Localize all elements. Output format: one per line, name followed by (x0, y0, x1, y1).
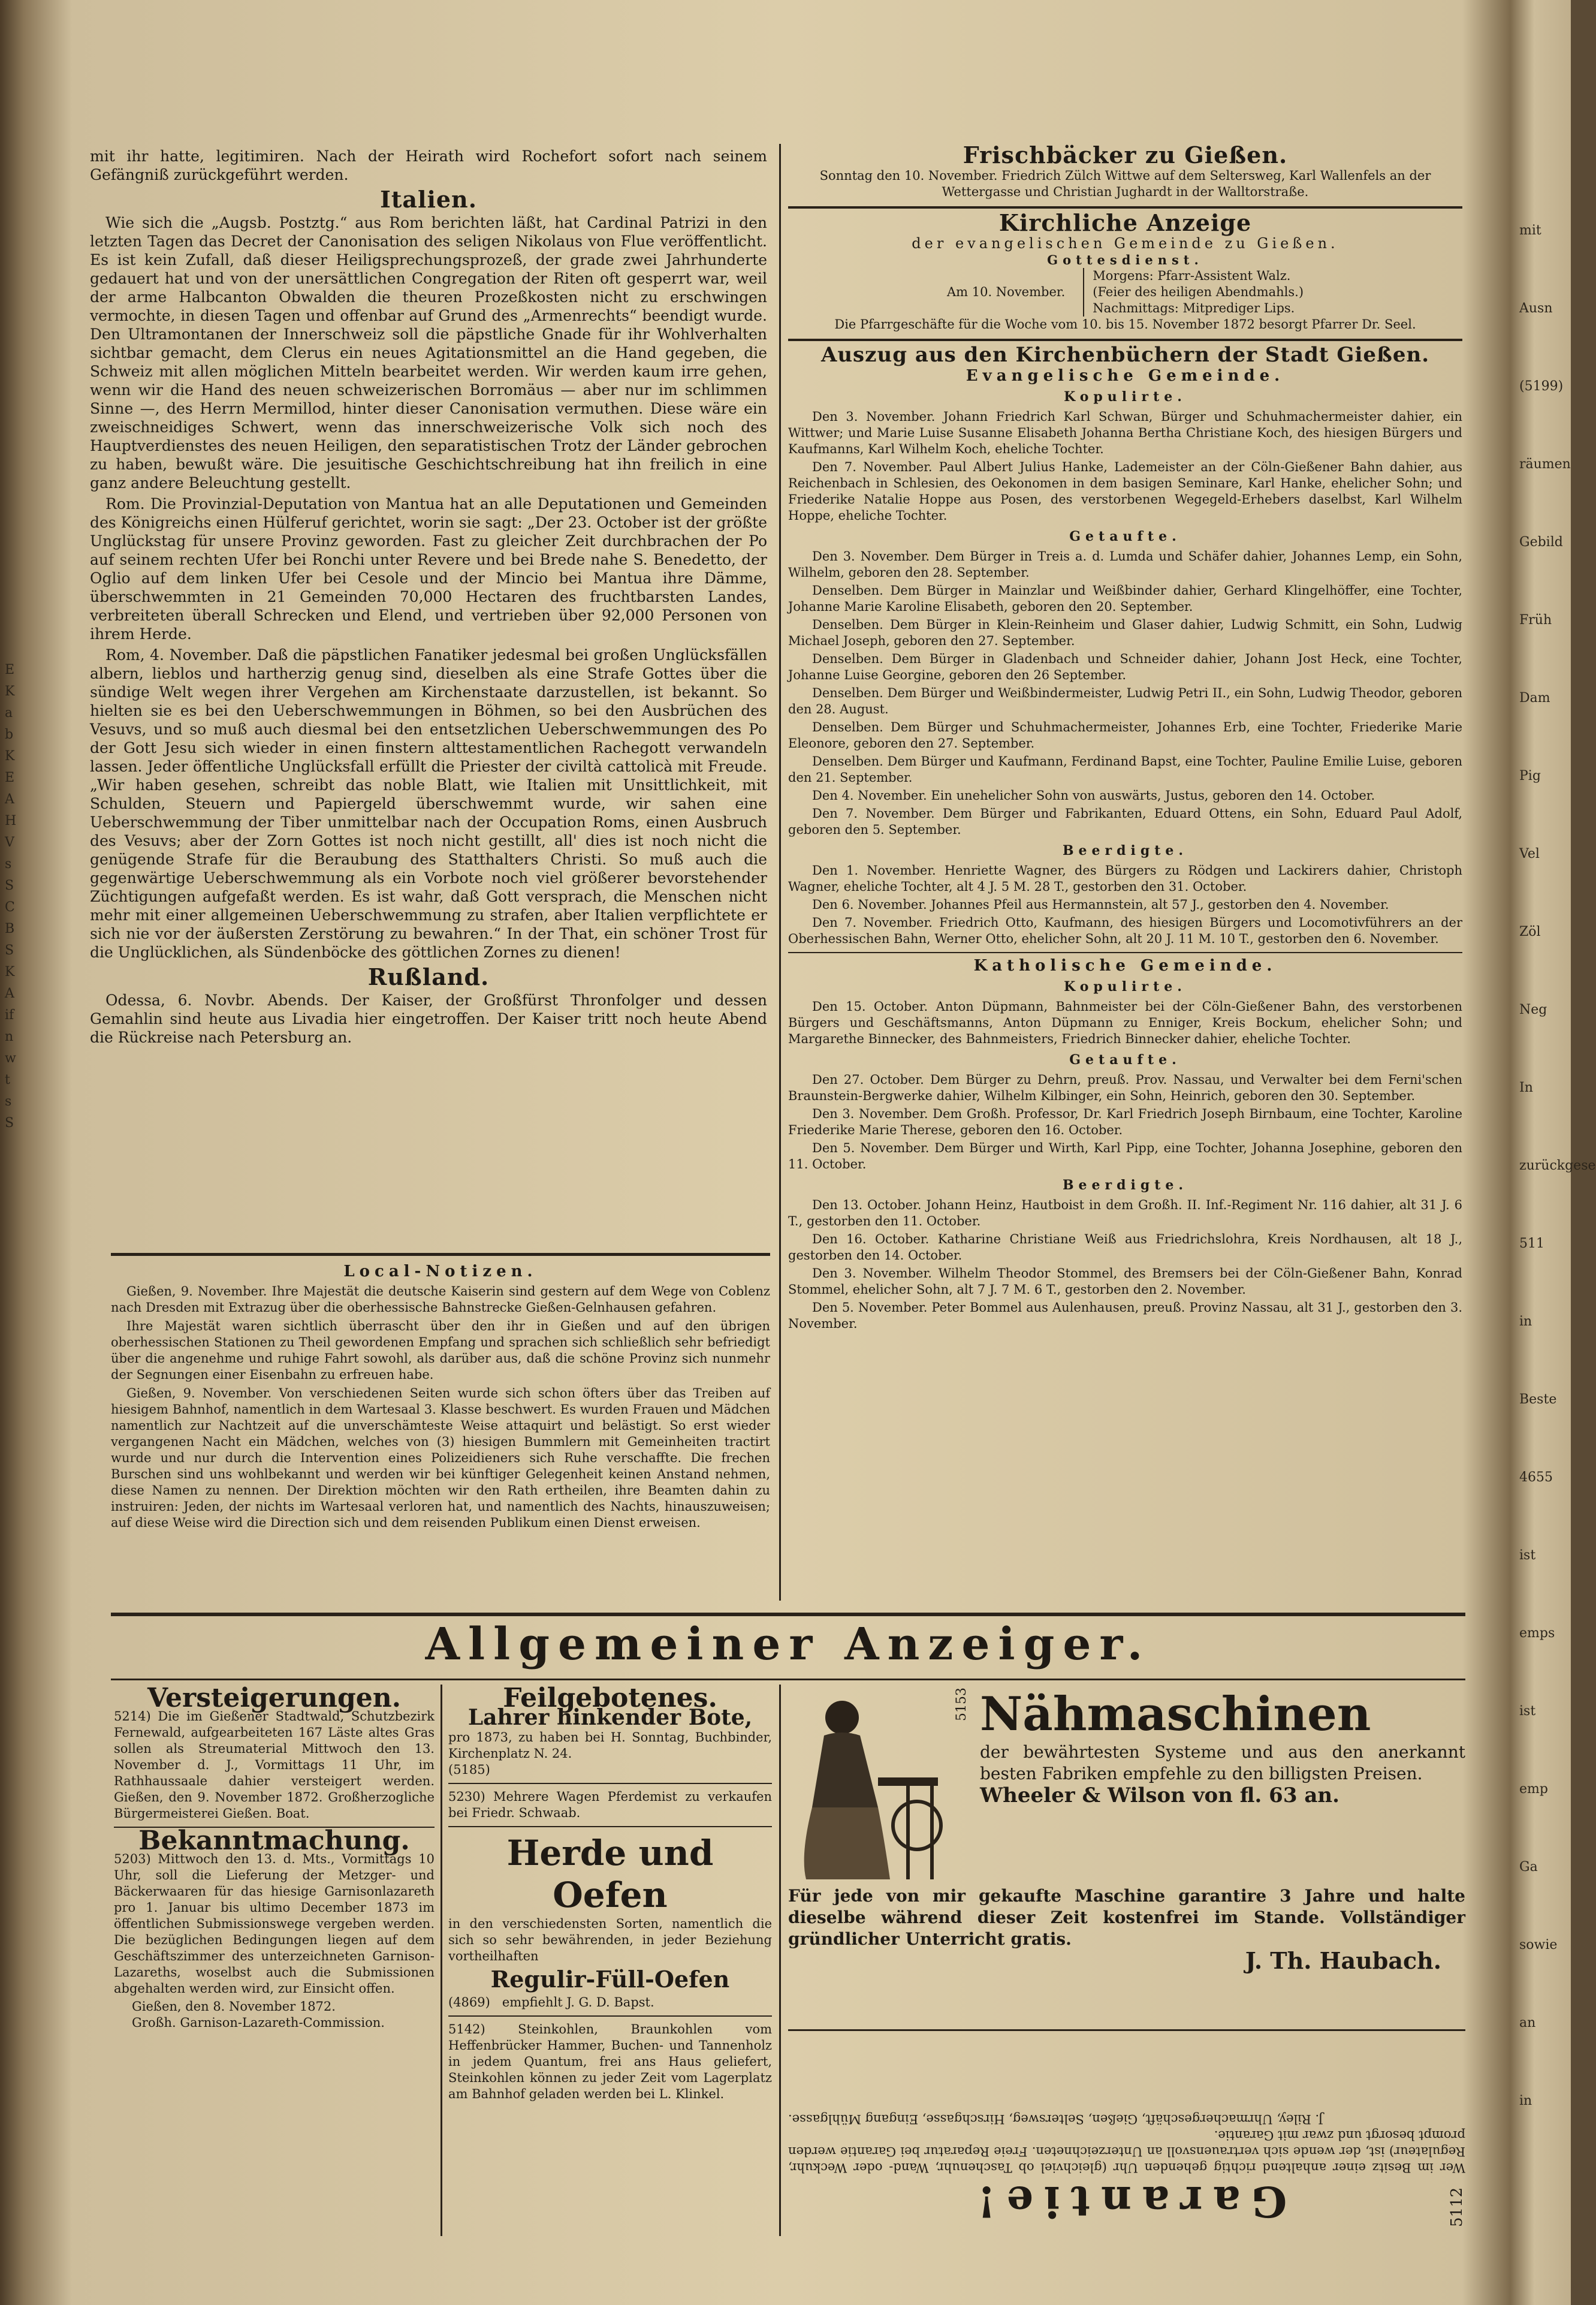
register-entry: Denselben. Dem Bürger in Gladenbach und Schneider dahier, Johann Jost Heck, eine Tochter, Johanne Luise Georgine, geboren den 26 September. (788, 652, 1462, 682)
edge-fragment: B (5, 921, 15, 936)
gottesdienst-schedule (788, 268, 1462, 317)
sewing-woman-illustration (788, 1688, 944, 1885)
edge-fragment: E (5, 770, 15, 785)
edge-fragment: in (1519, 1314, 1532, 1329)
edge-fragment: Ausn (1519, 301, 1553, 316)
ad-divider (441, 1685, 442, 2236)
edge-fragment: s (5, 857, 12, 872)
edge-fragment: zurückgese (1519, 1158, 1596, 1173)
divider (448, 1826, 772, 1827)
garantie-ad (788, 2035, 1465, 2227)
frischbaecker-heading: Frischbäcker zu Gießen. (963, 141, 1288, 168)
divider (788, 952, 1462, 953)
register-entry: Den 1. November. Henriette Wagner, des Bürgers zu Rödgen und Lackirers dahier, Christoph Wagner, eheliche Tochter, alt 4 J. 5 M. 28 T., gestorben den 31. October. (788, 863, 1462, 894)
edge-fragment: K (5, 684, 15, 699)
local-notizen-heading: Local-Notizen. (343, 1263, 538, 1280)
russland-paragraph: Odessa, 6. Novbr. Abends. Der Kaiser, der Großfürst Thronfolger und dessen Gemahlin sind heute aus Livadia hier eingetroffen. Der Kaiser tritt noch heute Abend die Rückreise nach Petersburg an. (90, 992, 767, 1046)
right-page-edge (1519, 192, 1596, 2140)
register-entry: Denselben. Dem Bürger und Schuhmachermeister, Johannes Erb, eine Tochter, Friederike Marie Eleonore, geboren den 27. September. (788, 720, 1462, 751)
russland-heading: Rußland. (367, 963, 490, 990)
edge-fragment: Dam (1519, 691, 1550, 706)
ad-number: 5112 (1448, 2187, 1466, 2227)
steinkohlen-ad: 5142) Steinkohlen, Braunkohlen vom Heffenbrücker Hammer, Buchen- und Tannenholz in jedem Quantum, frei ans Haus geliefert, Steinkohlen können zu jeder Zeit vom Lagerplatz am Bahnhof geladen werden bei L. Klinkel. (448, 2022, 772, 2101)
divider (788, 2029, 1465, 2031)
anzeiger-sub-rule (111, 1679, 1465, 1680)
register-entry: Den 13. October. Johann Heinz, Hautboist in dem Großh. II. Inf.-Regiment Nr. 116 dahier, alt 31 J. 6 T., gestorben den 11. October. (788, 1198, 1462, 1228)
getaufte-heading: Getaufte. (1069, 529, 1181, 544)
edge-fragment: t (5, 1072, 10, 1087)
bekanntmachung-date: Gießen, den 8. November 1872. (132, 1999, 336, 2014)
right-column (788, 141, 1462, 1334)
italien-paragraph: Wie sich die „Augsb. Postztg.“ aus Rom berichten läßt, hat Cardinal Patrizi in den letzten Tagen das Decret der Canonisation des seligen Nikolaus von Flue veröffentlicht. Es ist kein Zufall, daß dieser Heiligsprechungsprozeß, der grade zwei Jahrhunderte gedauert hat und von der unersättlichen Congregation der Riten oft gesperrt war, weil der arme Halbcanton Obwalden die theuren Prozeßkosten nicht zu erschwingen vermochte, in diesen Tagen und offenbar auf Grund des „Armenrechts“ beendigt wurde. Den Ultramontanen der Innerschweiz soll die päpstliche Gnade für ihr Wohlverhalten sichtbar gemacht, dem Clerus ein neues Agitationsmittel an die Hand gegeben, die Schweiz mit allen möglichen Mitteln bearbeitet werden. Wir werden kaum irre gehen, wenn wir die Hand des neuen schweizerischen Borromäus — aber nur im schlimmen Sinne —, des Herrn Mermillod, hinter dieser Canonisation vermuthen. Diese wäre ein zweischneidiges Schwert, wenn das innerschweizerische Volk sich noch des Hauptverdienstes des neuen Heiligen, den separatistischen Trotz der Länder gebrochen zu haben, bewußt wäre. Die jesuitische Geschichtschreibung hat ihn freilich in eine ganz andere Beleuchtung gestellt. (90, 214, 767, 492)
service-note: (Feier des heiligen Abendmahls.) (1093, 285, 1304, 299)
edge-fragment: if (5, 1008, 14, 1023)
evangelische-gemeinde-heading: Evangelische Gemeinde. (966, 367, 1285, 385)
naehmaschinen-text: der bewährtesten Systeme und aus den anerkannt besten Fabriken empfehle zu den billigsten Preisen. (980, 1742, 1465, 1783)
register-entry: Den 3. November. Wilhelm Theodor Stommel, des Bremsers bei der Cöln-Gießener Bahn, Konrad Stommel, ehelicher Sohn, alt 7 J. 7 M. 6 T., gestorben den 2. November. (788, 1266, 1462, 1297)
register-entry: Den 3. November. Dem Großh. Professor, Dr. Karl Friedrich Joseph Birnbaum, eine Tochter, Karoline Friederike Marie Therese, geboren den 16. October. (788, 1107, 1462, 1137)
service-afternoon: Nachmittags: Mitprediger Lips. (1093, 301, 1295, 315)
local-paragraph: Gießen, 9. November. Ihre Majestät die deutsche Kaiserin sind gestern auf dem Wege von Coblenz nach Dresden mit Extrazug über die oberhessische Bahnstrecke Gießen-Gelnhausen gefahren. (111, 1284, 770, 1315)
edge-fragment: n (5, 1029, 14, 1044)
divider (788, 339, 1462, 341)
beerdigte-heading: Beerdigte. (1062, 843, 1188, 858)
intro-text: mit ihr hatte, legitimiren. Nach der Heirath wird Rochefort sofort nach seinem Gefängniß zurückgeführt werden. (90, 147, 767, 183)
edge-fragment: Neg (1519, 1002, 1547, 1017)
lahrer-bote-heading: Lahrer hinkender Bote, (467, 1705, 753, 1730)
edge-fragment: H (5, 813, 17, 828)
edge-fragment: räumen (1519, 457, 1571, 472)
ads-column-1 (114, 1683, 435, 2031)
left-column (90, 147, 767, 1049)
register-entry: Denselben. Dem Bürger in Mainzlar und Weißbinder dahier, Gerhard Klingelhöffer, eine Tochter, Johanne Marie Karoline Elisabeth, geboren den 20. September. (788, 583, 1462, 614)
gottesdienst-label: Gottesdienst. (1047, 252, 1203, 267)
edge-fragment: In (1519, 1080, 1533, 1095)
register-entry: Den 4. November. Ein unehelicher Sohn von auswärts, Justus, geboren den 14. October. (812, 788, 1375, 803)
regulir-vendor: empfiehlt J. G. D. Bapst. (502, 1995, 654, 2009)
register-entry: Den 6. November. Johannes Pfeil aus Hermannstein, alt 57 J., gestorben den 4. November. (812, 897, 1389, 912)
edge-fragment: emp (1519, 1782, 1548, 1797)
divider (788, 206, 1462, 209)
register-entry: Den 7. November. Dem Bürger und Fabrikanten, Eduard Ottens, ein Sohn, Eduard Paul Adolf, geboren den 5. September. (788, 806, 1462, 837)
register-entry: Denselben. Dem Bürger und Weißbindermeister, Ludwig Petri II., ein Sohn, Ludwig Theodor, geboren den 28. August. (788, 686, 1462, 716)
edge-fragment: emps (1519, 1626, 1555, 1641)
register-entry: Den 5. November. Dem Bürger und Wirth, Karl Pipp, eine Tochter, Johanna Josephine, geboren den 11. October. (788, 1141, 1462, 1171)
local-paragraph: Gießen, 9. November. Von verschiedenen Seiten wurde sich schon öfters über das Treiben auf hiesigem Bahnhof, namentlich in dem Wartesaal 3. Klasse beschwert. Es wurden Frauen und Mädchen namentlich zur Nachtzeit auf die unverschämteste Weise attaquirt und belästigt. So erst wieder vergangenen Nacht ein Mädchen, welches von (3) hiesigen Bummlern mit Gemeinheiten tractirt wurde und nur durch die Intervention eines Polizeidieners sich Ruhe verschaffte. Die frechen Burschen sind uns wohlbekannt und werden wir bei künftiger Gelegenheit keinen Anstand nehmen, diese Namen zu nennen. Der Direktion möchten wir den Rath ertheilen, ihre Beamten dahin zu instruiren: Jeden, der nichts im Wartesaal verloren hat, und namentlich des Nachts, hinauszuweisen; auf diese Weise wird die Direction sich und dem reisenden Publikum einen Dienst erweisen. (111, 1386, 770, 1530)
ad-number: (4869) (448, 1995, 490, 2009)
edge-fragment: an (1519, 2015, 1536, 2030)
naehmaschinen-ad (788, 1688, 1465, 1972)
edge-fragment: V (5, 835, 14, 850)
edge-fragment: Pig (1519, 769, 1541, 784)
ad-divider (779, 1685, 781, 2236)
edge-fragment: Gebild (1519, 535, 1563, 550)
naehmaschinen-signature: J. Th. Haubach. (1245, 1947, 1441, 1974)
edge-fragment: ist (1519, 1704, 1536, 1719)
naehmaschinen-text-block (980, 1688, 1465, 1806)
edge-fragment: S (5, 943, 14, 958)
naehmaschinen-heading: Nähmaschinen (980, 1687, 1371, 1741)
edge-fragment: 511 (1519, 1236, 1544, 1251)
anzeiger-title: Allgemeiner Anzeiger. (425, 1619, 1151, 1670)
edge-fragment: E (5, 662, 15, 677)
naehmaschinen-guarantee: Für jede von mir gekaufte Maschine garantire 3 Jahre und halte dieselbe während dieser Zeit kostenfrei im Stande. Vollständiger gründlicher Unterricht gratis. (788, 1886, 1465, 1949)
edge-fragment: K (5, 965, 15, 980)
edge-fragment: in (1519, 2093, 1532, 2108)
pferdemist-ad: 5230) Mehrere Wagen Pferdemist zu verkaufen bei Friedr. Schwaab. (448, 1789, 772, 1820)
service-date: Am 10. November. (946, 285, 1066, 299)
edge-fragment: A (5, 792, 14, 807)
edge-fragment: w (5, 1051, 16, 1066)
ads-column-2 (448, 1683, 772, 2102)
edge-fragment: sowie (1519, 1938, 1558, 1953)
edge-fragment: ist (1519, 1548, 1536, 1563)
edge-fragment: Ga (1519, 1860, 1538, 1875)
edge-fragment: 4655 (1519, 1470, 1553, 1485)
anzeiger-top-rule (111, 1613, 1465, 1616)
edge-fragment: Beste (1519, 1392, 1557, 1407)
edge-fragment: K (5, 749, 15, 764)
edge-fragment: C (5, 900, 15, 915)
italien-heading: Italien. (380, 186, 477, 213)
register-entry: Den 16. October. Katharine Christiane Weiß aus Friedrichslohra, Kreis Nordhausen, alt 18 J., gestorben den 14. October. (788, 1232, 1462, 1263)
edge-fragment: Früh (1519, 613, 1552, 628)
bekanntmachung-text: 5203) Mittwoch den 13. d. Mts., Vormittags 10 Uhr, soll die Lieferung der Metzger- und Bäckerwaaren für das hiesige Garnisonlazareth pro 1. Januar bis ultimo December 1873 im öffentlichen Submissionswege vergeben werden. Die bezüglichen Bedingungen liegen auf dem Geschäftszimmer des unterzeichneten Garnison-Lazareths, woselbst auch die Submissionen abgehalten werden wird, zur Einsicht offen. (114, 1852, 435, 1996)
left-page-edge (5, 659, 29, 1134)
column-divider (779, 144, 781, 1601)
herde-oefen-heading: Herde und Oefen (506, 1833, 714, 1915)
divider (448, 2015, 772, 2017)
italien-paragraph: Rom, 4. November. Daß die päpstlichen Fanatiker jedesmal bei großen Unglücksfällen albern, lieblos und hartherzig genug sind, dieselben als eine Strafe Gottes über die sündige Welt wegen ihrer Vergehen am Kirchenstaate darzustellen, ist bekannt. So hielten sie es bei den Ueberschwemmungen in Böhmen, so bei den Ausbrüchen des Vesuvs, und so muß auch diesmal bei den entsetzlichen Ueberschwemmungen des Po der Gott Jesu sich wieder in einen finstern alttestamentlichen Rachegott verwandeln lassen. Jeder öffentliche Unglücksfall erfüllt die Priester der civiltà cattolicà mit Freude. „Wir haben gesehen, schreibt das noble Blatt, wie Italien mit Unsittlichkeit, mit Schulden, Steuern und Papiergeld überschwemmt wurde, wir sahen eine Ueberschwemmung der Tiber unmittelbar nach der Occupation Roms, einen Ausbruch des Vesuvs; aber der Zorn Gottes ist noch nicht gestillt, all' dies ist noch nicht die genügende Strafe für die Beraubung des Statthalters Christi. So muß auch die gegenwärtige Ueberschwemmung als ein Vorbote noch viel größerer bevorstehender Züchtigungen aufgefaßt werden. Es ist wahr, daß Gott versprach, die Menschen nicht mehr mit einer allgemeinen Ueberschwemmung zu strafen, aber Italien verpflichtete er sich nie vor der äußersten Zerstörung zu bewahren.“ In der That, ein schöner Trost für die Unglücklichen, als Sündenböcke des göttlichen Zornes zu dienen! (90, 646, 767, 961)
auszug-heading: Auszug aus den Kirchenbüchern der Stadt Gießen. (820, 343, 1430, 367)
register-entry: Den 5. November. Peter Bommel aus Aulenhausen, preuß. Provinz Nassau, alt 31 J., gestorben den 3. November. (788, 1300, 1462, 1331)
ad-number: 5153 (954, 1688, 969, 1721)
feilgebotenes-heading: Feilgebotenes. (503, 1683, 717, 1713)
katholische-gemeinde-heading: Katholische Gemeinde. (973, 957, 1277, 975)
register-entry: Den 3. November. Johann Friedrich Karl Schwan, Bürger und Schuhmachermeister dahier, ein Wittwer; und Marie Luise Susanne Elisabeth Johanna Bertha Christiane Koch, des hiesigen Bürgers und Kaufmanns, Karl Wilhelm Koch, eheliche Tochter. (788, 409, 1462, 456)
edge-fragment: A (5, 986, 14, 1001)
edge-fragment: S (5, 1116, 14, 1131)
edge-fragment: mit (1519, 223, 1541, 238)
edge-fragment: s (5, 1094, 12, 1109)
herde-oefen-text: in den verschiedensten Sorten, namentlich die sich so sehr bewährenden, in jeder Beziehung vortheilhaften (448, 1917, 772, 1963)
bekanntmachung-signature: Großh. Garnison-Lazareth-Commission. (132, 2015, 385, 2030)
regulir-oefen-heading: Regulir-Füll-Oefen (490, 1966, 730, 1993)
edge-fragment: b (5, 727, 14, 742)
local-paragraph: Ihre Majestät waren sichtlich überrascht über den ihr in Gießen und auf den übrigen oberhessischen Stationen zu Theil gewordenen Empfang und sprachen sich schließlich sehr befriedigt über die angenehme und ruhige Fahrt sowohl, als darüber aus, daß die schöne Provinz sich nunmehr der Segnungen einer Eisenbahn zu erfreuen habe. (111, 1319, 770, 1382)
register-entry: Den 3. November. Dem Bürger in Treis a. d. Lumda und Schäfer dahier, Johannes Lemp, ein Sohn, Wilhelm, geboren den 28. September. (788, 549, 1462, 580)
getaufte-heading: Getaufte. (1069, 1052, 1181, 1068)
ad-number: (5185) (448, 1762, 490, 1777)
regulir-line (448, 1994, 772, 2011)
service-morning: Morgens: Pfarr-Assistent Walz. (1093, 269, 1291, 283)
garantie-text: Wer im Besitz einer anhaltend richtig gehenden Uhr (gleichviel ob Taschenuhr, Wand- oder Weckuhr, Regulateur) ist, der wende sich vertrauensvoll an Unterzeichneten. Freie Reparatur bei Garantie werden prompt besorgt und zwar mit Garantie. (788, 2128, 1465, 2175)
edge-fragment: S (5, 878, 14, 893)
register-entry: Den 7. November. Friedrich Otto, Kaufmann, des hiesigen Bürgers und Locomotivführers an der Oberhessischen Bahn, Werner Otto, ehelicher Sohn, alt 20 J. 11 M. 10 T., gestorben den 6. November. (788, 915, 1462, 946)
section-divider (111, 1253, 770, 1256)
register-entry: Den 15. October. Anton Düpmann, Bahnmeister bei der Cöln-Gießener Bahn, des verstorbenen Bürgers und Geschäftsmanns, Anton Düpmann zu Enniger, Kreis Bockum, ehelicher Sohn; und Margarethe Binnecker, des Bahnmeisters, Friedrich Binnecker dahier, eheliche Tochter. (788, 999, 1462, 1046)
frischbaecker-text: Sonntag den 10. November. Friedrich Zülch Wittwe auf dem Seltersweg, Karl Wallenfels an der Wettergasse und Christian Jughardt in der Walltorstraße. (819, 168, 1431, 199)
kopulirte-heading: Kopulirte. (1064, 389, 1187, 405)
kopulirte-heading: Kopulirte. (1064, 979, 1187, 995)
versteigerung-text: 5214) Die im Gießener Stadtwald, Schutzbezirk Fernewald, aufgearbeiteten 167 Läste altes Gras sollen als Streumaterial Mittwoch den 13. November d. J., Vormittags 11 Uhr, im Rathhaussaale dahier versteigert werden. Gießen, den 9. November 1872. Großherzogliche Bürgermeisterei Gießen. Boat. (114, 1709, 435, 1821)
versteigerungen-heading: Versteigerungen. (147, 1683, 402, 1713)
kirchliche-sub: der evangelischen Gemeinde zu Gießen. (912, 235, 1339, 252)
beerdigte-heading: Beerdigte. (1062, 1177, 1188, 1193)
italien-paragraph: Rom. Die Provinzial-Deputation von Mantua hat an alle Deputationen und Gemeinden des Königreichs einen Hülferuf gerichtet, worin sie sagt: „Der 23. October ist der größte Unglückstag für unsere Provinz geworden. Fast zu gleicher Zeit durchbrachen der Po auf seinem rechten Ufer bei Ronchi unter Revere und bei Brede nahe S. Benedetto, der Oglio auf dem linken Ufer bei Cesole und der Mincio bei Mantua ihre Dämme, überschwemmten in 21 Gemeinden 70,000 Hectaren des fruchtbarsten Landes, verbreiteten überall Schrecken und Elend, und vertrieben über 92,000 Personen von ihrem Herde. (90, 495, 767, 643)
garantie-signature: J. Riley, Uhrmachergeschäft, Gießen, Seltersweg, Hirschgasse, Eingang Mühlgasse. (788, 2112, 1323, 2126)
register-entry: Denselben. Dem Bürger und Kaufmann, Ferdinand Bapst, eine Tochter, Pauline Emilie Luise, geboren den 21. September. (788, 754, 1462, 785)
edge-fragment: Zöl (1519, 924, 1541, 939)
register-entry: Denselben. Dem Bürger in Klein-Reinheim und Glaser dahier, Ludwig Schmitt, ein Sohn, Ludwig Michael Joseph, geboren den 27. September. (788, 617, 1462, 648)
divider (448, 1783, 772, 1784)
wheeler-wilson-line: Wheeler & Wilson von fl. 63 an. (980, 1783, 1339, 1807)
edge-fragment: (5199) (1519, 379, 1564, 394)
service-times (1083, 268, 1304, 317)
bekanntmachung-heading: Bekanntmachung. (138, 1825, 410, 1856)
naehmaschinen-block (788, 1688, 1465, 1885)
edge-fragment: Vel (1519, 846, 1540, 861)
local-notizen (111, 1259, 770, 1533)
pfarrgeschaefte: Die Pfarrgeschäfte für die Woche vom 10. bis 15. November 1872 besorgt Pfarrer Dr. Seel. (834, 317, 1416, 332)
garantie-heading: Garantie! (966, 2177, 1287, 2226)
register-entry: Den 7. November. Paul Albert Julius Hanke, Lademeister an der Cöln-Gießener Bahn dahier, aus Reichenbach in Schlesien, des Oekonomen in dem basigen Seminare, Karl Hanke, ehelicher Sohn; und Friederike Natalie Hoppe aus Posen, des verstorbenen Wegegeld-Erhebers daselbst, Karl Wilhelm Hoppe, eheliche Tochter. (788, 460, 1462, 523)
lahrer-bote-text: pro 1873, zu haben bei H. Sonntag, Buchbinder, Kirchenplatz N. 24. (448, 1730, 772, 1761)
kirchliche-anzeige-heading: Kirchliche Anzeige (998, 209, 1252, 236)
register-entry: Den 27. October. Dem Bürger zu Dehrn, preuß. Prov. Nassau, und Verwalter bei dem Ferni'schen Braunstein-Bergwerke dahier, Wilhelm Kilbinger, ein Sohn, Heinrich, geboren den 30. September. (788, 1072, 1462, 1103)
edge-fragment: a (5, 706, 13, 721)
